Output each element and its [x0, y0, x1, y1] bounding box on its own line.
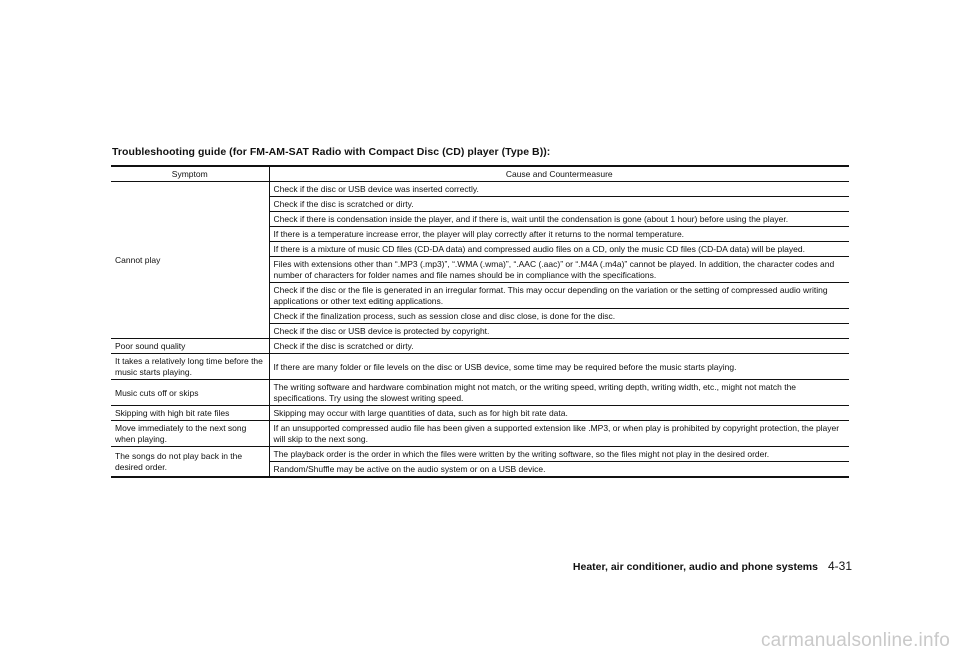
table-row: [111, 354, 849, 380]
watermark: carmanualsonline.info: [760, 630, 950, 651]
page-heading: Troubleshooting guide (for FM-AM-SAT Radio with Compact Disc (CD) player (Type B)):: [112, 146, 551, 158]
cause-cell: Check if the disc or USB device was inserted correctly.: [269, 182, 849, 197]
footer-section-title: Heater, air conditioner, audio and phone systems: [572, 561, 818, 573]
cause-cell: If there is a mixture of music CD files (CD-DA data) and compressed audio files on a CD, only the music CD files (CD-DA data) will be played.: [269, 242, 849, 257]
symptom-cell: Cannot play: [111, 182, 269, 339]
column-header-symptom: Symptom: [111, 166, 269, 182]
cause-cell: If there are many folder or file levels on the disc or USB device, some time may be required before the music starts playing.: [269, 354, 849, 380]
symptom-cell: Move immediately to the next song when playing.: [111, 421, 269, 447]
cause-cell: If there is a temperature increase error, the player will play correctly after it returns to the normal temperature.: [269, 227, 849, 242]
table-row: [111, 447, 849, 462]
cause-cell: Check if the disc is scratched or dirty.: [269, 339, 849, 354]
page-number: 4-31: [827, 559, 852, 573]
column-header-cause: Cause and Countermeasure: [269, 166, 849, 182]
symptom-cell: Music cuts off or skips: [111, 380, 269, 406]
table-body: [111, 182, 849, 478]
table-row: [111, 421, 849, 447]
table-row: [111, 406, 849, 421]
page-footer: [573, 559, 852, 573]
cause-cell: Random/Shuffle may be active on the audio system or on a USB device.: [269, 462, 849, 478]
cause-cell: Check if the disc is scratched or dirty.: [269, 197, 849, 212]
table-row: [111, 182, 849, 197]
table-row: [111, 380, 849, 406]
cause-cell: The playback order is the order in which the files were written by the writing software, so the files might not play in the desired order.: [269, 447, 849, 462]
cause-cell: Check if the disc or the file is generated in an irregular format. This may occur depending on the variation or the setting of compressed audio writing applications or other text editing applications.: [269, 283, 849, 309]
symptom-cell: The songs do not play back in the desired order.: [111, 447, 269, 478]
cause-cell: Check if there is condensation inside the player, and if there is, wait until the condensation is gone (about 1 hour) before using the player.: [269, 212, 849, 227]
cause-cell: Check if the finalization process, such as session close and disc close, is done for the disc.: [269, 309, 849, 324]
cause-cell: If an unsupported compressed audio file has been given a supported extension like .MP3, or when play is prohibited by copyright protection, the player will skip to the next song.: [269, 421, 849, 447]
cause-cell: The writing software and hardware combination might not match, or the writing speed, writing depth, writing width, etc., might not match the specifications. Try using the slowest writing speed.: [269, 380, 849, 406]
table-row: [111, 339, 849, 354]
cause-cell: Check if the disc or USB device is protected by copyright.: [269, 324, 849, 339]
table-header-row: [111, 166, 849, 182]
cause-cell: Skipping may occur with large quantities of data, such as for high bit rate data.: [269, 406, 849, 421]
symptom-cell: Skipping with high bit rate files: [111, 406, 269, 421]
troubleshooting-table: [111, 165, 849, 478]
cause-cell: Files with extensions other than “.MP3 (.mp3)”, “.WMA (.wma)”, “.AAC (.aac)” or “.M4A (.m4a)” cannot be played. In addition, the character codes and number of characters for folder names and file names should be in compliance with the specifications.: [269, 257, 849, 283]
symptom-cell: Poor sound quality: [111, 339, 269, 354]
symptom-cell: It takes a relatively long time before the music starts playing.: [111, 354, 269, 380]
